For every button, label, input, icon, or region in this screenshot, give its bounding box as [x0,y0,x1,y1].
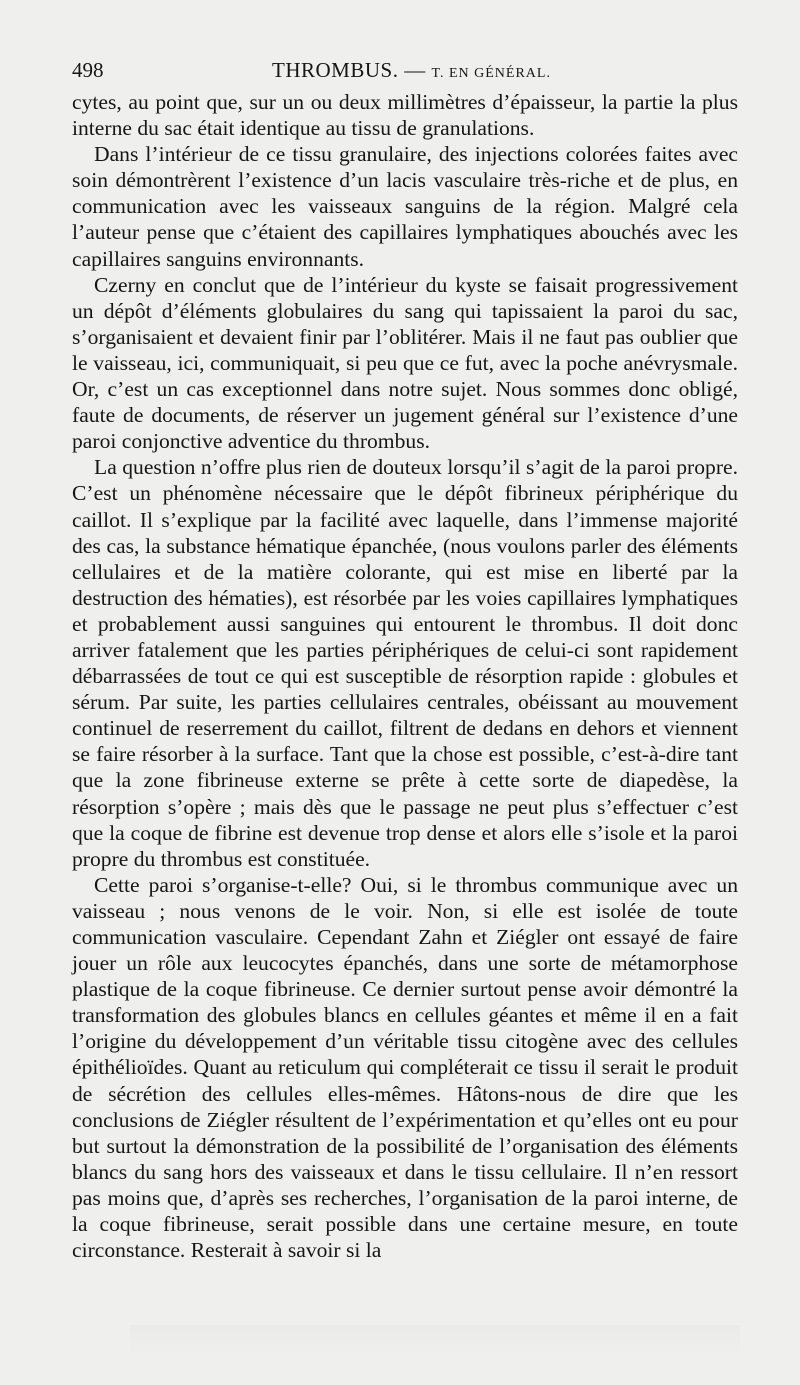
running-title-main: THROMBUS. [272,58,399,82]
running-title [272,52,551,92]
paragraph: La question n’offre plus rien de douteux lorsqu’il s’agit de la paroi propre. C’est un phénomène nécessaire que le dépôt fibrineux périphérique du caillot. Il s’explique par la facilité avec laquelle, dans l’immense majorité des cas, la substance hématique épanchée, (nous voulons parler des éléments cellulaires et de la matière colorante, qui est mise en liberté par la destruction des hématies), est résorbée par les voies capillaires lymphatiques et probablement aussi sanguines qui entourent le thrombus. Il doit donc arriver fatalement que les parties périphériques de celui-ci sont rapidement débarrassées de tout ce qui est susceptible de résorption rapide : globules et sérum. Par suite, les parties cellulaires centrales, obéissant au mouvement continuel de reserrement du caillot, filtrent de dedans en dehors et viennent se faire résorber à la surface. Tant que la chose est possible, c’est-à-dire tant que la zone fibrineuse externe se prête à cette sorte de diapedèse, la résorption s’opère ; mais dès que le passage ne peut plus s’effectuer c’est que la coque de fibrine est devenue trop dense et alors elle s’isole et la paroi propre du thrombus est constituée. [72,455,738,871]
paragraph-continuation: cytes, au point que, sur un ou deux millimètres d’épaisseur, la partie la plus interne du sac était identique au tissu de granulations. [72,90,738,141]
show-through-shadow [130,1325,740,1355]
body-text [72,89,738,1263]
running-title-subtitle: T. EN GÉNÉRAL. [431,66,551,81]
running-title-separator: — [398,58,432,82]
paragraph: Dans l’intérieur de ce tissu granulaire, des injections colorées faites avec soin démontrèrent l’existence d’un lacis vasculaire très-riche et de plus, en communication avec les vaisseaux sanguins de la région. Malgré cela l’auteur pense que c’étaient des capillaires lymphatiques abouchés avec les capillaires sanguins environnants. [72,142,738,271]
running-head [72,52,738,88]
page-number: 498 [72,58,104,82]
paragraph: Cette paroi s’organise-t-elle? Oui, si le thrombus communique avec un vaisseau ; nous venons de le voir. Non, si elle est isolée de toute communication vasculaire. Cependant Zahn et Ziégler ont essayé de faire jouer un rôle aux leucocytes épanchés, dans une sorte de métamorphose plastique de la coque fibrineuse. Ce dernier surtout pense avoir démontré la transformation des globules blancs en cellules géantes et même il en a fait l’origine du développement d’un véritable tissu citogène avec des cellules épithélioïdes. Quant au reticulum qui compléterait ce tissu il serait le produit de sécrétion des cellules elles-mêmes. Hâtons-nous de dire que les conclusions de Ziégler résultent de l’expérimentation et qu’elles ont eu pour but surtout la démonstration de la possibilité de l’organisation des éléments blancs du sang hors des vaisseaux et dans le tissu cellulaire. Il n’en ressort pas moins que, d’après ses recherches, l’organisation de la paroi interne, de la coque fibrineuse, serait possible dans une certaine mesure, en toute circonstance. Resterait à savoir si la [72,872,738,1263]
paragraph: Czerny en conclut que de l’intérieur du kyste se faisait progressivement un dépôt d’éléments globulaires du sang qui tapissaient la paroi du sac, s’organisaient et devaient finir par l’oblitérer. Mais il ne faut pas oublier que le vaisseau, ici, communiquait, si peu que ce fut, avec la poche anévrysmale. Or, c’est un cas exceptionnel dans notre sujet. Nous sommes donc obligé, faute de documents, de réserver un jugement général sur l’existence d’une paroi conjonctive adventice du thrombus. [72,272,738,454]
